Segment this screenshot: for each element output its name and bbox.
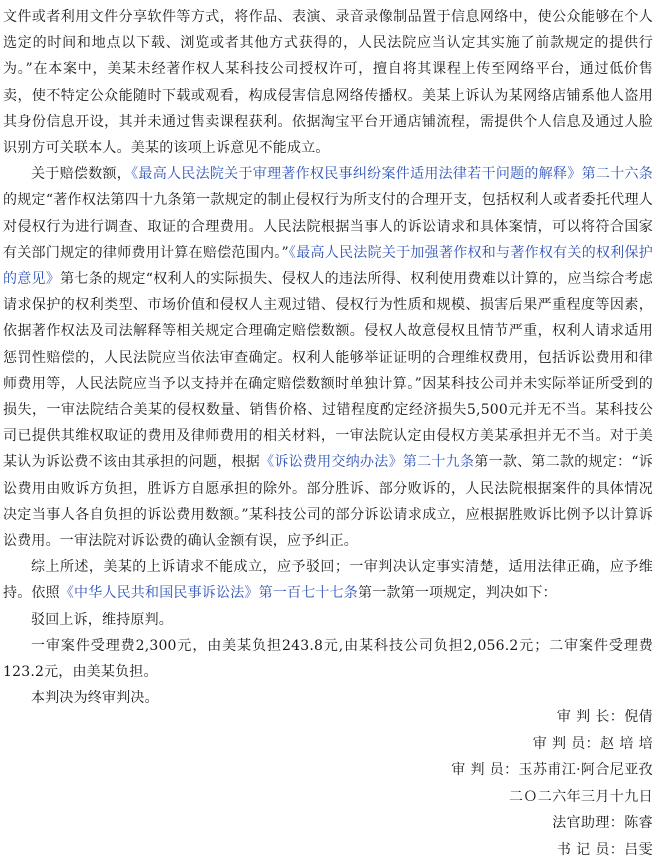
judgment-body [3, 4, 653, 711]
paragraph-text: 关于赔偿数额， [31, 166, 132, 183]
paragraph [3, 4, 653, 161]
paragraph-text: 驳回上诉，维持原判。 [31, 611, 173, 628]
signature-row [3, 757, 653, 784]
law-reference-link[interactable]: 《中华人民共和国民事诉讼法》第一百七十七条 [59, 585, 359, 602]
signature-name: 吕雯 [624, 841, 653, 858]
paragraph [3, 607, 653, 633]
paragraph-text: 第一款第一项规定，判决如下： [358, 585, 557, 602]
paragraph-text: 的规定“著作权法第四十九条第一款规定的制止侵权行为所支付的合理开支，包括权利人或者委托代理人对侵权行为进行调查、取证的合理费用。人民法院根据当事人的诉讼请求和具体案情，可以将符合国家有关部门规定的律师费用计算在赔偿范围内。” [3, 192, 653, 261]
paragraph-text: 文件或者利用文件分享软件等方式，将作品、表演、录音录像制品置于信息网络中，使公众能够在个人选定的时间和地点以下载、浏览或者其他方式获得的，人民法院应当认定其实施了前款规定的提供行为。”在本案中，美某未经著作权人某科技公司授权许可，擅自将其课程上传至网络平台，通过低价售卖，使不特定公众能随时下载或观看，构成侵害信息网络传播权。美某上诉认为某网络店铺系他人盗用其身份信息开设，其并未通过售卖课程获利。依据淘宝平台开通店铺流程，需提供个人信息及通过人脸识别方可关联本人。美某的该项上诉意见不能成立。 [3, 9, 653, 157]
law-reference-link[interactable]: 《诉讼费用交纳办法》第二十九条 [260, 454, 475, 471]
paragraph-text: 第七条的规定“权利人的实际损失、侵权人的违法所得、权利使用费难以计算的，应当综合考虑请求保护的权利类型、市场价值和侵权人主观过错、侵权行为性质和规模、损害后果严重程度等因素，依据著作权法及司法解释等相关规定合理确定赔偿数额。侵权人故意侵权且情节严重，权利人请求适用惩罚性赔偿的，人民法院应当依法审查确定。权利人能够举证证明的合理维权费用，包括诉讼费用和律师费用等，人民法院应当予以支持并在确定赔偿数额时单独计算。”因某科技公司并未实际举证所受到的损失，一审法院结合美某的侵权数量、销售价格、过错程度酌定经济损失5,500元并无不当。某科技公司已提供其维权取证的费用及律师费用的相关材料，一审法院认定由侵权方美某承担并无不当。对于美某认为诉讼费不该由其承担的问题，根据 [3, 271, 653, 471]
paragraph-text: 本判决为终审判决。 [31, 690, 159, 707]
paragraph [3, 161, 653, 554]
signature-row [3, 810, 653, 837]
judgment-date: 二Ｏ二六年三月十九日 [509, 788, 653, 805]
paragraph-text: 一审案件受理费2,300元，由美某负担243.8元,由某科技公司负担2,056.2元；二审案件受理费123.2元，由美某负担。 [3, 637, 653, 681]
signature-role: 审 判 长： [556, 709, 625, 725]
signature-name: 陈睿 [624, 815, 653, 831]
paragraph-text: 综上所述，美某的上诉请求不能成立，应予驳回；一审判决认定事实清楚，适用法律正确，应予维持。依照 [3, 559, 653, 602]
signature-row [3, 784, 653, 811]
signature-name: 赵 培 培 [600, 735, 653, 752]
signature-row [3, 731, 653, 758]
signature-name: 倪倩 [624, 709, 653, 725]
signature-block [3, 704, 653, 863]
law-reference-link[interactable]: 《最高人民法院关于审理著作权民事纠纷案件适用法律若干问题的解释》第二十六条 [131, 166, 653, 183]
signature-row [3, 704, 653, 731]
paragraph [3, 633, 653, 685]
paragraph-text: 第一款、第二款的规定：“诉讼费用由败诉方负担，胜诉方自愿承担的除外。部分胜诉、部分败诉的，人民法院根据案件的具体情况决定当事人各自负担的诉讼费用数额。”某科技公司的部分诉讼请求成立，应根据胜败诉比例予以计算诉讼费用。一审法院对诉讼费的确认金额有误，应予纠正。 [3, 454, 654, 550]
signature-role: 审 判 员： [451, 762, 519, 778]
signature-role: 法官助理： [552, 815, 625, 831]
law-reference-link[interactable]: 《最高人民法院关于加强著作权和与著作权有关的权利保护的意见》 [3, 244, 654, 288]
signature-role: 书 记 员： [556, 841, 625, 858]
signature-role: 审 判 员： [532, 735, 601, 752]
signature-row [3, 837, 653, 863]
paragraph [3, 554, 653, 606]
signature-name: 玉苏甫江·阿合尼亚孜 [518, 762, 653, 778]
